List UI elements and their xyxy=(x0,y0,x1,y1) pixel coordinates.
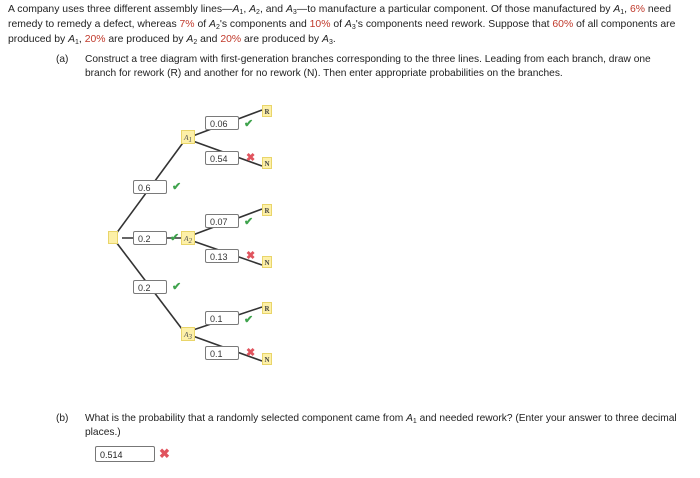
a3-rework-input[interactable]: 0.1 xyxy=(205,311,239,325)
part-b-label: (b) xyxy=(56,413,69,424)
root-node xyxy=(108,231,118,244)
part-a-label: (a) xyxy=(56,54,69,65)
check-icon: ✔ xyxy=(172,181,182,193)
check-icon: ✔ xyxy=(172,281,182,293)
check-icon: ✔ xyxy=(244,314,254,326)
check-icon: ✔ xyxy=(170,232,180,244)
x-icon: ✖ xyxy=(159,446,170,461)
part-b-question xyxy=(56,412,684,440)
x-icon: ✖ xyxy=(246,250,256,262)
leaf-r: R xyxy=(262,302,272,314)
a1-rework-input[interactable]: 0.06 xyxy=(205,116,239,130)
a3-norework-input[interactable]: 0.1 xyxy=(205,346,239,360)
first-gen-a3-input[interactable]: 0.2 xyxy=(133,280,167,294)
x-icon: ✖ xyxy=(246,152,256,164)
part-b-answer-input[interactable]: 0.514 xyxy=(95,446,155,462)
check-icon: ✔ xyxy=(244,118,254,130)
leaf-r: R xyxy=(262,204,272,216)
node-a1: $A_1$ xyxy=(181,130,195,144)
check-icon: ✔ xyxy=(244,216,254,228)
first-gen-a2-input[interactable]: 0.2 xyxy=(133,231,167,245)
a1-norework-input[interactable]: 0.54 xyxy=(205,151,239,165)
a2-norework-input[interactable]: 0.13 xyxy=(205,249,239,263)
part-a-text: Construct a tree diagram with first-generation branches corresponding to the three lines. Leading from each branch, draw one branch for rework (R) and another for no rework (N). Then enter appropriate probabilities on the branches. xyxy=(85,54,651,79)
leaf-n: N xyxy=(262,353,272,365)
a2-rework-input[interactable]: 0.07 xyxy=(205,214,239,228)
part-b-text: What is the probability that a randomly selected component came from $A_1$ and needed rework? (Enter your answer to three decimal places.) xyxy=(85,413,677,438)
node-a2: $A_2$ xyxy=(181,231,195,245)
problem-statement: A company uses three different assembly $lines—A_1$, $A_2$, and $A_3—to$ manufacture a particular component. Of those manufactured by $A_1$, 6% need remedy to remedy a defect, whereas 7% of $A_2's$ components and 10% of $A_3's$ components need rework. Suppose that 60% of all components are produced by $A_1$, 20% are produced by $A_2$ and 20% are produced by $A_3$. xyxy=(8,4,676,46)
first-gen-a1-input[interactable]: 0.6 xyxy=(133,180,167,194)
leaf-n: N xyxy=(262,256,272,268)
leaf-n: N xyxy=(262,157,272,169)
leaf-r: R xyxy=(262,105,272,117)
x-icon: ✖ xyxy=(246,347,256,359)
node-a3: $A_3$ xyxy=(181,327,195,341)
